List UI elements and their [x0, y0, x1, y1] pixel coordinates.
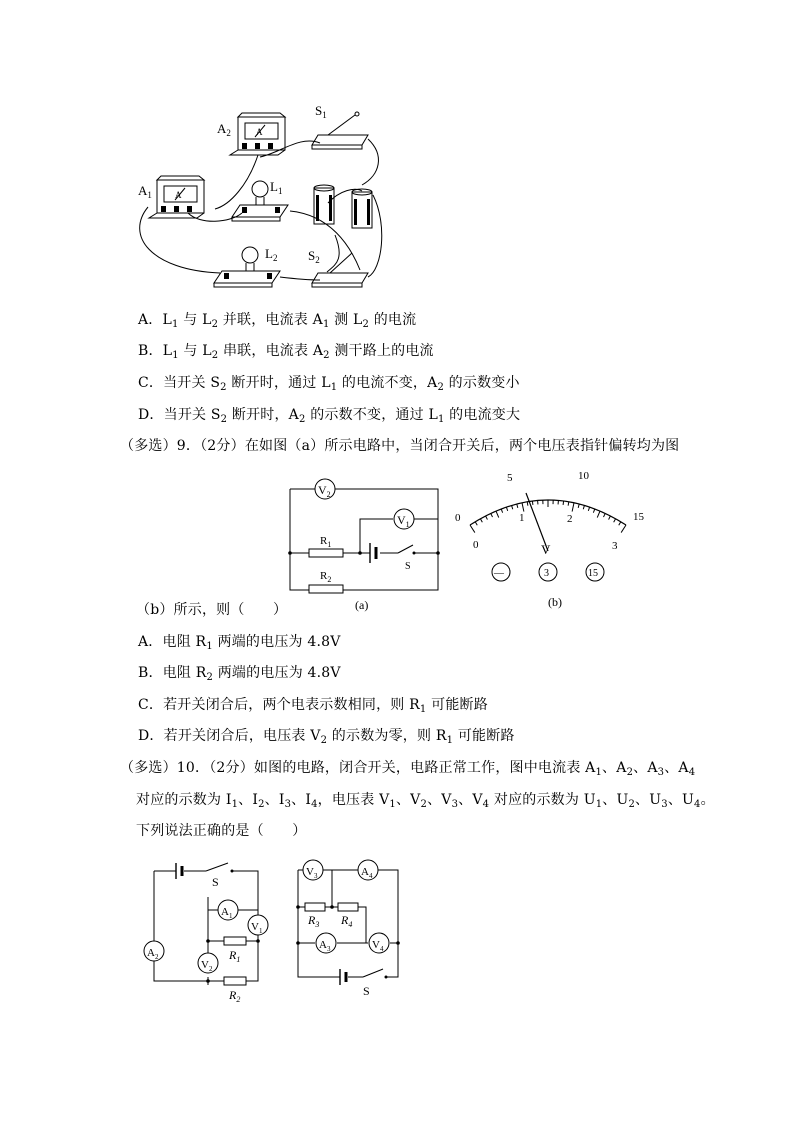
text-fragment: 、I [291, 792, 312, 808]
subscript: 2 [220, 382, 227, 393]
terminal-3: 3 [544, 568, 549, 579]
subscript: 3 [661, 799, 668, 810]
dial-tick [609, 516, 611, 520]
text-fragment: 与 L [178, 312, 212, 328]
fig-left-a2: A [147, 947, 155, 959]
label-s1: S [315, 103, 323, 118]
subscript: 1 [389, 799, 396, 810]
text-fragment: 、A [633, 760, 658, 776]
text-fragment: 断开时，A [227, 407, 299, 423]
subscript: 3 [657, 767, 665, 778]
svg-text:V2: $V_2$ [318, 483, 331, 499]
q10-stem-line1 [120, 758, 695, 778]
svg-text:A1: $A_1$ [138, 183, 152, 200]
subscript: 1 [172, 350, 179, 361]
subscript: 1 [330, 382, 338, 393]
subscript: 4 [694, 799, 701, 810]
fig-right-v3: V [306, 866, 314, 878]
svg-text:V1: $V_1$ [251, 921, 263, 935]
label-l1: L [270, 179, 278, 194]
dial-upper-10: 10 [578, 470, 589, 482]
dial-tick [501, 509, 502, 513]
q8-option-a[interactable] [138, 310, 416, 330]
svg-text:R4: $R_4$ [341, 913, 353, 929]
svg-text:R1: $R_1$ [320, 535, 332, 549]
subscript: 3 [451, 799, 459, 810]
subscript: 4 [482, 799, 490, 810]
text-fragment: 、V [427, 792, 452, 808]
q9-option-a[interactable] [138, 632, 341, 652]
subscript: 1 [595, 799, 603, 810]
text-fragment: 可能断路 [453, 728, 515, 744]
dial-tick [619, 522, 621, 525]
subscript: 2 [211, 350, 219, 361]
text-fragment: 测干路上的电流 [329, 343, 434, 359]
text-fragment: 可能断路 [426, 697, 488, 713]
subscript: 1 [231, 799, 239, 810]
subscript: 1 [437, 414, 445, 425]
fig-a-r2: R [320, 570, 328, 582]
text-fragment: 串联，电流表 A [218, 343, 324, 359]
fig-right-r4: R [341, 913, 349, 927]
label-s2: S [308, 248, 316, 263]
dial-tick [588, 507, 589, 511]
svg-text:A3: $A_3$ [319, 939, 331, 953]
text-fragment: D．当开关 S [138, 407, 221, 423]
subscript: 2 [420, 799, 428, 810]
q9-stem-continued: （b）所示，则（ ） [136, 602, 288, 618]
text-fragment: 的示数不变，通过 L [305, 407, 438, 423]
dial-unit: V [541, 542, 551, 557]
text-fragment: 的电流不变，A [337, 375, 438, 391]
svg-text:R2: $R_2$ [320, 570, 332, 584]
q9-option-c[interactable] [138, 695, 488, 715]
label-a1: A [138, 183, 148, 198]
text-fragment: 对应的示数为 U [489, 792, 596, 808]
a2-meter-symbol: A [256, 127, 263, 137]
a1-meter-symbol: A [175, 190, 182, 200]
fig-left-r2: R [229, 988, 237, 1002]
terminal-15: 15 [588, 568, 598, 579]
dial-tick [527, 502, 528, 506]
subscript: 2 [320, 735, 328, 746]
dial-tick [593, 509, 594, 513]
svg-text:A2: $A_2$ [147, 947, 159, 961]
dial-tick [568, 502, 569, 506]
svg-text:S2: $S_2$ [308, 248, 320, 265]
q8-option-b[interactable] [138, 341, 434, 361]
q8-option-c[interactable] [138, 373, 520, 393]
dial-tick [614, 519, 616, 522]
fig-left-r1: R [229, 948, 237, 962]
text-fragment: B．L [138, 343, 173, 359]
text-fragment: 、I [264, 792, 285, 808]
dial-tick [506, 507, 507, 511]
fig-a-v1: V [397, 513, 406, 527]
text-fragment: A．L [138, 312, 173, 328]
q9-stem: （多选）9．（2分）在如图（a）所示电路中，当闭合开关后，两个电压表指针偏转均为图 [120, 438, 680, 454]
terminal-negative: — [494, 568, 504, 579]
text-fragment: 与 L [178, 343, 212, 359]
text-fragment: C．当开关 S [138, 375, 221, 391]
fig-a-switch-label: S [405, 561, 411, 572]
subscript: 1 [446, 735, 454, 746]
dial-tick [522, 503, 524, 512]
text-fragment: 、A [664, 760, 689, 776]
subscript: 1 [322, 319, 330, 330]
q10-figure-right [288, 855, 413, 1000]
dial-tick [480, 519, 482, 522]
text-fragment: 两端的电压为 4.8V [213, 665, 341, 681]
subscript: 1 [172, 319, 179, 330]
text-fragment: 并联，电流表 A [218, 312, 323, 328]
svg-text:R3: $R_3$ [308, 913, 320, 929]
svg-text:A4: $A_4$ [361, 866, 373, 880]
dial-tick [470, 525, 475, 533]
q9-option-b[interactable] [138, 663, 341, 683]
dial-tick [621, 525, 626, 533]
q8-option-d[interactable] [138, 405, 520, 425]
dial-lower-3: 3 [612, 540, 618, 552]
dial-tick [517, 504, 518, 508]
svg-text:R1: $R_1$ [229, 948, 241, 964]
text-fragment: B．电阻 R [138, 665, 207, 681]
svg-text:A1: $A_1$ [221, 906, 233, 920]
q8-circuit-figure [130, 95, 390, 310]
fig-a-caption: (a) [355, 598, 369, 612]
dial-tick [491, 513, 493, 517]
text-fragment: 、U [667, 792, 695, 808]
dial-tick [578, 504, 579, 508]
text-fragment: 的电流 [369, 312, 417, 328]
label-l2: L [265, 246, 273, 261]
subscript: 2 [258, 799, 265, 810]
text-fragment: 断开时，通过 L [226, 375, 331, 391]
fig-right-r3: R [308, 913, 316, 927]
q9-option-d[interactable] [138, 726, 515, 746]
dial-tick [572, 503, 574, 512]
dial-upper-0: 0 [455, 512, 461, 524]
text-fragment: 对应的示数为 I [136, 792, 232, 808]
dial-tick [563, 501, 564, 505]
q10-figure-left [140, 855, 270, 1005]
dial-lower-1: 1 [519, 512, 525, 524]
fig-left-a1: A [221, 906, 229, 918]
subscript: 1 [595, 767, 603, 778]
dial-tick [603, 513, 605, 517]
subscript: 2 [211, 319, 219, 330]
fig-b-caption: (b) [548, 595, 562, 609]
q10-stem-line2 [136, 790, 715, 810]
subscript: 2 [299, 414, 306, 425]
dial-tick [597, 511, 600, 517]
subscript: 4 [311, 799, 318, 810]
text-fragment: 的示数为零，则 R [327, 728, 447, 744]
dial-upper-5: 5 [507, 472, 513, 484]
subscript: 2 [437, 382, 445, 393]
svg-text:V3: $V_3$ [306, 866, 318, 880]
fig-right-switch-label: S [363, 984, 370, 998]
text-fragment: 测 L [329, 312, 363, 328]
subscript: 2 [628, 799, 636, 810]
fig-right-a4: A [361, 866, 369, 878]
dial-upper-15: 15 [633, 511, 644, 523]
svg-text:R2: $R_2$ [229, 988, 241, 1004]
subscript: 2 [323, 350, 330, 361]
dial-tick [486, 516, 488, 520]
text-fragment: D．若开关闭合后，电压表 V [138, 728, 321, 744]
fig-a-v2: V [318, 483, 327, 497]
text-fragment: （多选）10．（2分）如图的电路，闭合开关，电路正常工作，图中电流表 A [120, 760, 596, 776]
svg-text:S1: $S_1$ [315, 103, 327, 120]
dial-tick [532, 501, 533, 505]
q9-figure-b [448, 465, 658, 610]
text-fragment: 、V [458, 792, 483, 808]
text-fragment: A．电阻 R [138, 634, 207, 650]
text-fragment: 两端的电压为 4.8V [212, 634, 341, 650]
subscript: 3 [284, 799, 292, 810]
subscript: 4 [688, 767, 696, 778]
text-fragment: ，电压表 V [317, 792, 390, 808]
subscript: 2 [220, 414, 228, 425]
svg-text:V2: $V_2$ [201, 959, 213, 973]
svg-text:A2: $A_2$ [217, 121, 231, 138]
dial-lower-2: 2 [567, 513, 573, 525]
fig-a-r1: R [320, 535, 328, 547]
subscript: 2 [626, 767, 634, 778]
text-fragment: C．若开关闭合后，两个电表示数相同，则 R [138, 697, 420, 713]
dial-tick [496, 511, 499, 517]
text-fragment: 、V [395, 792, 421, 808]
fig-right-v4: V [372, 939, 380, 951]
q10-stem-line3: 下列说法正确的是（ ） [136, 823, 307, 839]
fig-left-switch-label: S [212, 875, 219, 889]
dial-tick [475, 522, 477, 525]
dial-tick [512, 505, 513, 509]
fig-left-v2: V [201, 959, 209, 971]
text-fragment: 、U [602, 792, 629, 808]
subscript: 1 [419, 704, 427, 715]
svg-text:L2: $L_2$ [265, 246, 278, 263]
text-fragment: 的电流变大 [444, 407, 521, 423]
dial-tick [583, 505, 584, 509]
fig-left-v1: V [251, 921, 259, 933]
dial-lower-0: 0 [473, 539, 479, 551]
subscript: 2 [362, 319, 370, 330]
text-fragment: 。 [700, 792, 715, 808]
text-fragment: 、U [635, 792, 662, 808]
fig-right-a3: A [319, 939, 327, 951]
label-a2: A [217, 121, 227, 136]
q9-figure-a [283, 475, 448, 615]
subscript: 1 [206, 641, 213, 652]
svg-text:V1: $V_1$ [397, 513, 410, 529]
text-fragment: 的示数变小 [444, 375, 520, 391]
text-fragment: 、A [602, 760, 627, 776]
svg-text:V4: $V_4$ [372, 939, 384, 953]
svg-text:L1: $L_1$ [270, 179, 283, 196]
text-fragment: 、I [238, 792, 259, 808]
subscript: 2 [206, 672, 214, 683]
